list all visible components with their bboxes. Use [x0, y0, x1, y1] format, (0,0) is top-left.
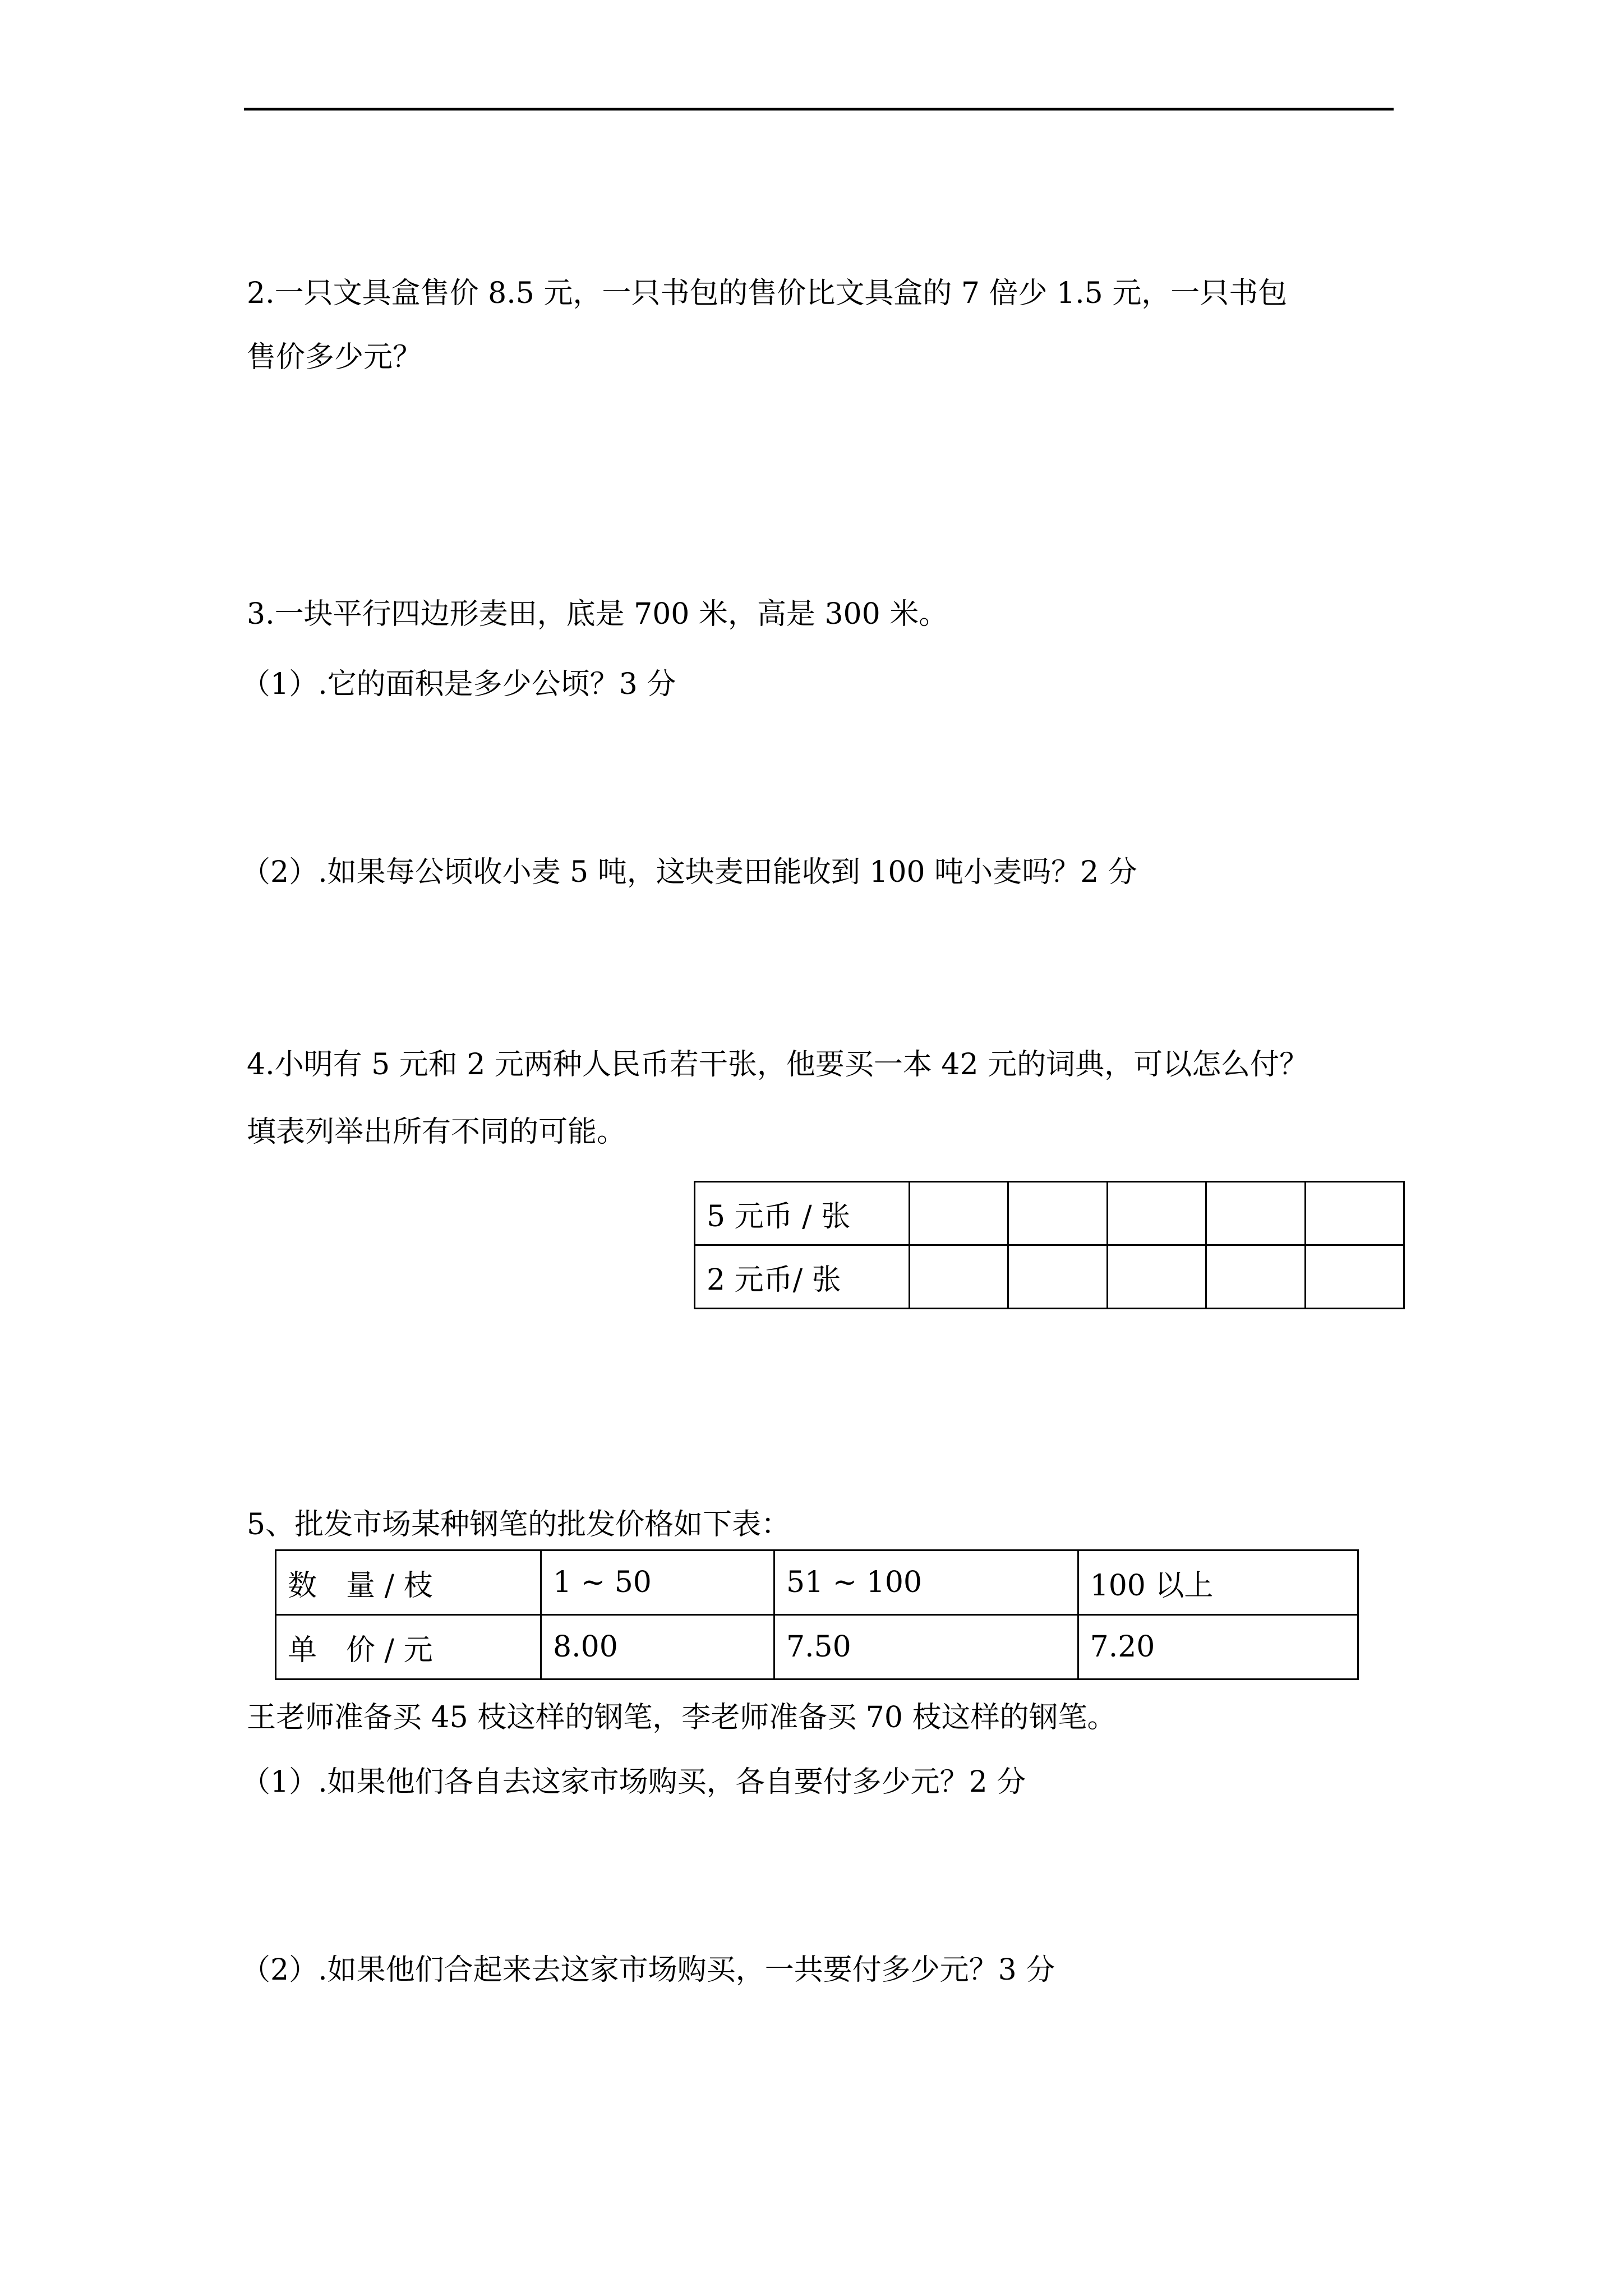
unit-price-3: 7.20	[1078, 1615, 1358, 1680]
two-yuan-cell-2	[1008, 1245, 1107, 1309]
q2-line2: 售价多少元？	[247, 341, 422, 374]
five-yuan-cell-5	[1305, 1182, 1404, 1245]
q5-stem: 5、批发市场某种钢笔的批发价格如下表：	[247, 1508, 791, 1542]
unit-price-1: 8.00	[541, 1615, 774, 1680]
two-yuan-cell-1	[910, 1245, 1008, 1309]
wholesale-price-table	[275, 1549, 1359, 1680]
q3-stem: 3.一块平行四边形麦田，底是 700 米，高是 300 米。	[247, 597, 948, 631]
header-rule	[244, 108, 1394, 111]
quantity-range-1: 1 ~ 50	[541, 1550, 774, 1615]
table-row	[695, 1245, 1404, 1309]
q5-sub2: （2）.如果他们合起来去这家市场购买，一共要付多少元？3 分	[241, 1953, 1055, 1987]
table-row	[276, 1615, 1358, 1680]
q5-sub1: （1）.如果他们各自去这家市场购买，各自要付多少元？2 分	[241, 1765, 1026, 1799]
two-yuan-cell-3	[1107, 1245, 1206, 1309]
table-row	[276, 1550, 1358, 1615]
five-yuan-cell-3	[1107, 1182, 1206, 1245]
table-row	[695, 1182, 1404, 1245]
quantity-range-3: 100 以上	[1078, 1550, 1358, 1615]
five-yuan-cell-4	[1206, 1182, 1305, 1245]
two-yuan-cell-4	[1206, 1245, 1305, 1309]
unit-price-2: 7.50	[774, 1615, 1078, 1680]
five-yuan-header: 5 元币 / 张	[695, 1182, 910, 1245]
five-yuan-cell-1	[910, 1182, 1008, 1245]
five-yuan-cell-2	[1008, 1182, 1107, 1245]
quantity-range-2: 51 ~ 100	[774, 1550, 1078, 1615]
q4-line1: 4.小明有 5 元和 2 元两种人民币若干张，他要买一本 42 元的词典，可以怎么付？	[247, 1048, 1309, 1082]
q2-line1: 2.一只文具盒售价 8.5 元，一只书包的售价比文具盒的 7 倍少 1.5 元，一只书包	[247, 277, 1288, 310]
q3-sub1: （1）.它的面积是多少公顷？3 分	[241, 668, 676, 701]
q4-line2: 填表列举出所有不同的可能。	[247, 1115, 626, 1149]
q5-info: 王老师准备买 45 枝这样的钢笔，李老师准备买 70 枝这样的钢笔。	[247, 1701, 1117, 1734]
q3-sub2: （2）.如果每公顷收小麦 5 吨，这块麦田能收到 100 吨小麦吗？2 分	[241, 855, 1137, 889]
unit-price-header: 单 价 / 元	[276, 1615, 541, 1680]
two-yuan-cell-5	[1305, 1245, 1404, 1309]
two-yuan-header: 2 元币/ 张	[695, 1245, 910, 1309]
payment-options-table	[694, 1181, 1405, 1309]
quantity-header: 数 量 / 枝	[276, 1550, 541, 1615]
